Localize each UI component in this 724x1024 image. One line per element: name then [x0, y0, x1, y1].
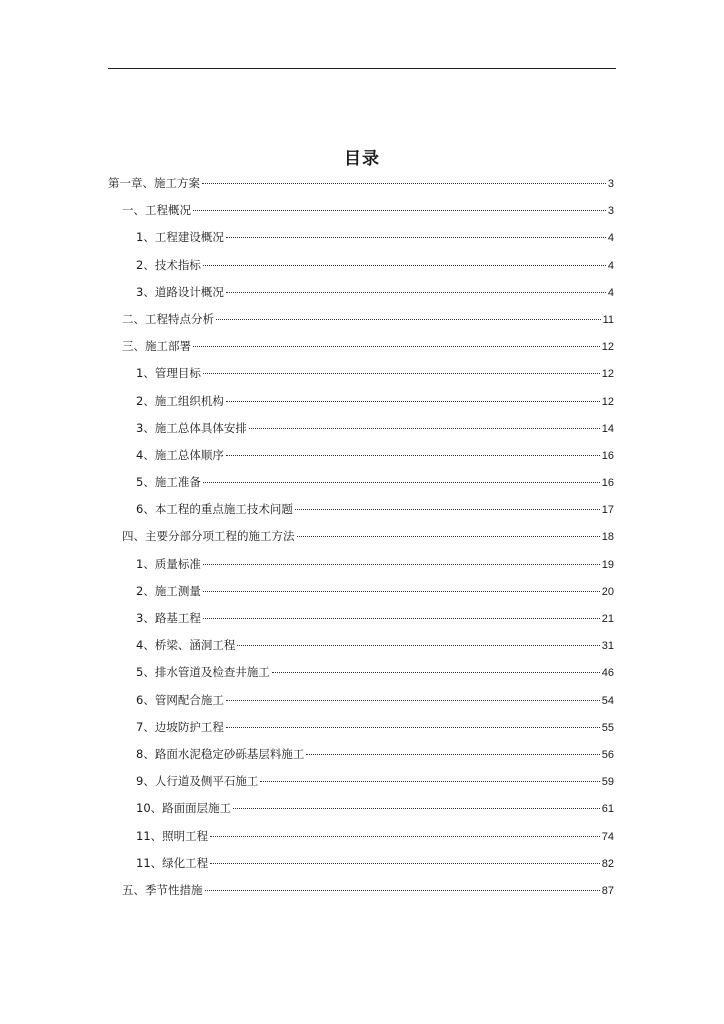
- toc-entry[interactable]: [108, 608, 616, 635]
- toc-entry-label: 一、工程概况: [122, 203, 191, 218]
- toc-entry-label: 五、季节性措施: [122, 882, 203, 897]
- toc-entry[interactable]: [108, 635, 616, 662]
- toc-entry-page: 20: [601, 585, 614, 598]
- toc-entry-label: 4、桥梁、涵洞工程: [136, 638, 236, 653]
- toc-entry[interactable]: [108, 391, 616, 418]
- toc-entry-label: 10、路面面层施工: [136, 801, 232, 816]
- toc-title: 目录: [344, 149, 380, 169]
- toc-entry[interactable]: [108, 744, 616, 771]
- toc-entry-page: 54: [601, 694, 614, 707]
- toc-entry-label: 三、施工部署: [122, 339, 191, 354]
- toc-dot-leader: [210, 863, 600, 864]
- toc-entry-label: 3、路基工程: [136, 611, 201, 625]
- toc-entry-page: 56: [601, 748, 614, 761]
- toc-dot-leader: [203, 618, 600, 619]
- toc-entry-page: 12: [601, 341, 614, 354]
- toc-entry-label: 3、施工总体具体安排: [136, 420, 247, 435]
- toc-entry-page: 31: [601, 640, 614, 653]
- toc-entry-page: 19: [601, 558, 614, 571]
- toc-dot-leader: [297, 536, 600, 537]
- toc-entry-label: 四、主要分部分项工程的施工方法: [122, 529, 295, 544]
- toc-entry-page: 17: [601, 504, 614, 517]
- toc-entry-label: 第一章、施工方案: [108, 176, 200, 190]
- toc-dot-leader: [226, 401, 600, 402]
- header-rule: [108, 68, 616, 69]
- toc-entry-page: 12: [601, 368, 614, 381]
- toc-entry-label: 2、技术指标: [136, 257, 201, 272]
- toc-dot-leader: [226, 237, 606, 238]
- toc-dot-leader: [203, 373, 600, 374]
- toc-entry-label: 9、人行道及侧平石施工: [136, 774, 259, 789]
- toc-entry-page: 82: [601, 857, 614, 870]
- toc-entry-page: 16: [601, 449, 614, 462]
- toc-dot-leader: [306, 754, 599, 755]
- toc-entry[interactable]: [108, 880, 616, 907]
- toc-entry[interactable]: [108, 282, 616, 309]
- toc-dot-leader: [205, 890, 600, 891]
- toc-entry[interactable]: [108, 690, 616, 717]
- toc-entry-page: 16: [601, 477, 614, 490]
- toc-dot-leader: [202, 183, 606, 184]
- toc-entry-page: 61: [601, 803, 614, 816]
- toc-entry[interactable]: [108, 472, 616, 499]
- toc-entry-label: 3、道路设计概况: [136, 284, 224, 299]
- toc-entry-label: 1、质量标准: [136, 556, 201, 571]
- toc-entry-label: 7、边坡防护工程: [136, 719, 224, 734]
- toc-dot-leader: [226, 700, 600, 701]
- toc-dot-leader: [210, 836, 600, 837]
- toc-entry-label: 1、工程建设概况: [136, 230, 224, 245]
- toc-entry-page: 4: [607, 286, 614, 299]
- toc-dot-leader: [203, 564, 600, 565]
- toc-entry[interactable]: [108, 418, 616, 445]
- toc-entry[interactable]: [108, 554, 616, 581]
- toc-entry[interactable]: [108, 227, 616, 254]
- toc-dot-leader: [249, 428, 600, 429]
- toc-entry-page: 12: [601, 395, 614, 408]
- toc-entry[interactable]: [108, 771, 616, 798]
- toc-entry-page: 14: [601, 422, 614, 435]
- toc-entry-label: 6、本工程的重点施工技术问题: [136, 502, 293, 517]
- toc-entry[interactable]: [108, 826, 616, 853]
- toc-entry-label: 11、照明工程: [136, 828, 209, 843]
- toc-entry-label: 2、施工组织机构: [136, 393, 224, 408]
- toc-entry-page: 74: [601, 830, 614, 843]
- toc-entry[interactable]: [108, 363, 616, 390]
- toc-dot-leader: [260, 781, 599, 782]
- toc-entry-label: 1、管理目标: [136, 366, 201, 381]
- toc-entry[interactable]: [108, 798, 616, 825]
- toc-entry[interactable]: [108, 309, 616, 336]
- toc-entry-page: 21: [601, 613, 614, 625]
- toc-entry-label: 2、施工测量: [136, 583, 201, 598]
- toc-dot-leader: [193, 210, 606, 211]
- toc-entry-label: 8、路面水泥稳定砂砾基层料施工: [136, 746, 305, 761]
- toc-entry[interactable]: [108, 445, 616, 472]
- toc-dot-leader: [272, 672, 600, 673]
- toc-entry-page: 4: [607, 232, 614, 245]
- table-of-contents: [108, 173, 616, 907]
- toc-entry-label: 4、施工总体顺序: [136, 447, 224, 462]
- toc-dot-leader: [226, 727, 600, 728]
- toc-dot-leader: [193, 346, 600, 347]
- toc-entry-page: 46: [601, 667, 614, 680]
- toc-entry[interactable]: [108, 717, 616, 744]
- toc-entry[interactable]: [108, 173, 616, 200]
- toc-dot-leader: [237, 645, 599, 646]
- toc-entry[interactable]: [108, 662, 616, 689]
- toc-entry-label: 5、施工准备: [136, 475, 201, 490]
- toc-entry-page: 3: [607, 205, 614, 218]
- toc-entry-label: 6、管网配合施工: [136, 692, 224, 707]
- toc-entry[interactable]: [108, 853, 616, 880]
- toc-entry-page: 3: [607, 178, 614, 190]
- toc-dot-leader: [233, 808, 600, 809]
- toc-entry[interactable]: [108, 581, 616, 608]
- toc-dot-leader: [203, 265, 606, 266]
- toc-entry-page: 4: [607, 259, 614, 272]
- toc-entry[interactable]: [108, 255, 616, 282]
- toc-dot-leader: [226, 292, 606, 293]
- toc-entry-page: 18: [601, 531, 614, 544]
- toc-entry[interactable]: [108, 499, 616, 526]
- toc-entry-page: 87: [601, 884, 614, 897]
- toc-entry-page: 11: [602, 313, 614, 326]
- toc-entry-label: 二、工程特点分析: [122, 311, 214, 326]
- toc-dot-leader: [226, 455, 600, 456]
- toc-entry-page: 59: [601, 776, 614, 789]
- toc-dot-leader: [295, 509, 600, 510]
- toc-entry-label: 11、绿化工程: [136, 855, 209, 870]
- toc-dot-leader: [203, 482, 600, 483]
- toc-dot-leader: [203, 591, 600, 592]
- toc-entry[interactable]: [108, 336, 616, 363]
- toc-entry[interactable]: [108, 200, 616, 227]
- toc-entry-label: 5、排水管道及检查井施工: [136, 665, 270, 680]
- toc-entry-page: 55: [601, 721, 614, 734]
- toc-entry[interactable]: [108, 526, 616, 553]
- toc-dot-leader: [216, 319, 601, 320]
